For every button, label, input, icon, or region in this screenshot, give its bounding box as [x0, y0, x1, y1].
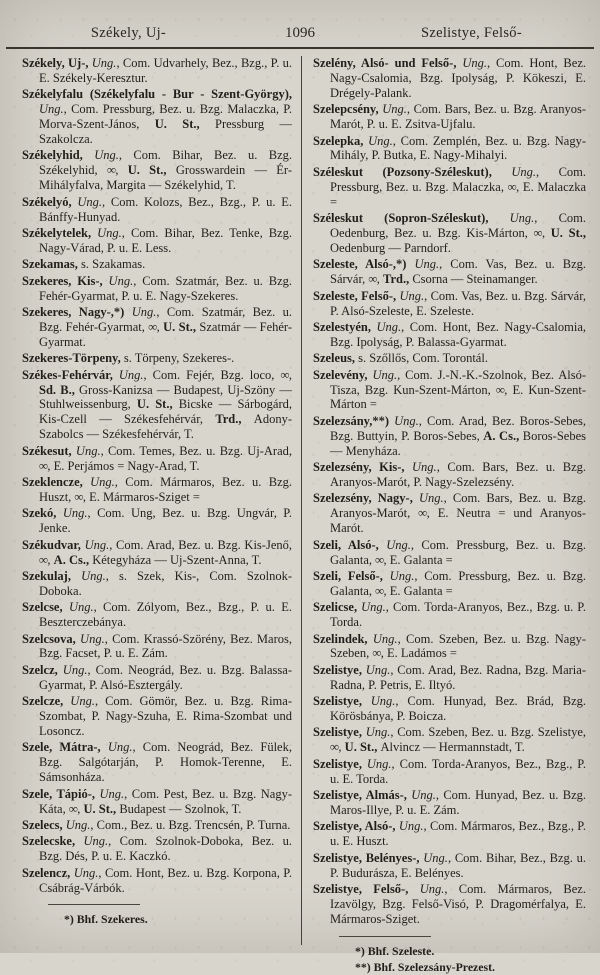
entry-text: , Com. Hont, Bez. Nagy-Csalomia, Bzg. Ipolyság, P. Balassa-Gyarmat. — [330, 319, 586, 349]
entry-text: , Com. Mármaros, Bez. u. Bzg. Huszt, — [39, 474, 292, 504]
entry-text: , Com. Pressburg, Bez. u. Bzg. Malaczka, P. Morva-Szent-János, — [39, 102, 292, 132]
entry-text: , Com. Mármaros, Bez., Bzg., P. u. E. Huszt. — [330, 819, 586, 849]
entry-text: Ung. — [376, 319, 402, 334]
entry-text: , Com. Pressburg, Bez. u. Bzg. Malaczka, — [330, 164, 586, 194]
entry-text: U. St., — [344, 740, 381, 755]
entry-headword: Szelezsény, Nagy-, — [313, 491, 419, 506]
entry-headword: Szelezsény, Kis-, — [313, 460, 413, 475]
entry-text: , Com. Udvarhely, Bez., Bzg., P. u. E. Székely-Keresztur. — [39, 56, 292, 85]
entry-text: , — [156, 319, 164, 334]
entry-text: , Com. J.-N.-K.-Szolnok, Bez. Alsó-Tisza, Bzg. Kun-Szent-Márton, — [330, 367, 586, 397]
entry-headword: Szelistye, — [313, 756, 367, 771]
entry-text: , Com. Bihar, Bez., Bzg. u. P. Budurásza, E. Belényes. — [330, 850, 586, 880]
gazetteer-entry — [313, 351, 586, 366]
entry-headword: Szele, Mátra-, — [22, 740, 108, 755]
gazetteer-entry — [22, 368, 292, 443]
gazetteer-entry — [313, 289, 586, 319]
gazetteer-entry — [22, 444, 292, 474]
entry-headword: Szekeres-Törpeny, — [22, 351, 124, 366]
entry-text: , Com. Szeben, Bez. u. Bzg. Nagy-Szeben, — [330, 631, 586, 661]
entry-text: , E. Galanta = — [383, 552, 453, 567]
entry-text: Ung. — [90, 474, 115, 489]
entry-text: , E. Ladámos = — [380, 646, 457, 661]
entry-text: Ung. — [62, 506, 88, 521]
gazetteer-entry — [313, 725, 586, 755]
gazetteer-entry — [313, 320, 586, 350]
entry-text: U. St., — [550, 225, 586, 240]
entry-text: Ung. — [91, 56, 117, 70]
entry-list-right — [313, 56, 586, 927]
posthorn-icon: ∞ — [418, 506, 427, 521]
entry-headword: Széleskut (Sopron-Széleskut), — [313, 211, 510, 226]
entry-text: , — [115, 163, 128, 178]
gazetteer-entry — [22, 694, 292, 739]
entry-text: Ung. — [368, 133, 393, 148]
entry-headword: Szelezsány,**) — [313, 413, 395, 428]
entry-headword: Szekeres, Kis-, — [22, 273, 109, 288]
entry-headword: Szekamas, — [22, 257, 82, 272]
gazetteer-entry — [22, 257, 292, 272]
entry-text: , Com. Bars, Bez. u. Bzg. Aranyos-Marót, P. Nagy-Szelezsény. — [330, 460, 587, 489]
entry-headword: Székudvar, — [22, 537, 85, 552]
entry-text: , E. Galanta = — [383, 583, 453, 598]
entry-text: , Com. Szatmár, Bez. u. Bzg. Fehér-Gyarmat, — [39, 305, 293, 334]
entry-text: Ung. — [131, 305, 157, 319]
entry-text: Ung. — [83, 834, 109, 849]
entry-headword: Szelcz, — [22, 662, 63, 677]
entry-text: , E. Perjámos = Nagy-Arad, T. — [47, 458, 200, 473]
gazetteer-entry — [22, 787, 292, 817]
entry-text: Ung. — [372, 367, 398, 382]
footnote: **) Bhf. Szelezsány-Prezest. — [355, 960, 495, 975]
entry-text: , — [47, 552, 54, 567]
entry-text: s. Szőllős, Com. Torontál. — [358, 351, 488, 366]
entry-headword: Szelencz, — [22, 865, 74, 880]
entry-text: , s. Szek, Kis-, Com. Szolnok-Doboka. — [39, 568, 293, 598]
entry-headword: Szelicse, — [313, 600, 362, 615]
entry-text: Ung. — [62, 662, 88, 677]
gazetteer-entry — [22, 866, 292, 896]
running-head-left: Székely, Uj- — [90, 25, 167, 41]
entry-text: , Com. Neográd, Bez. Fülek, Bzg. Salgótarján, P. Homok-Terenne, E. Sámsonháza. — [39, 740, 292, 785]
entry-text: U. St., — [163, 319, 200, 334]
entry-text: Ung. — [68, 600, 94, 615]
entry-headword: Szele, Tápió-, — [22, 786, 100, 801]
entry-text: Ung. — [365, 725, 391, 740]
entry-text: s. Szakamas. — [81, 257, 146, 272]
footnote-separator — [339, 936, 431, 937]
gazetteer-entry — [22, 56, 292, 86]
entry-headword: Szelecs, — [22, 817, 66, 832]
entry-text: Ung. — [108, 273, 134, 288]
gazetteer-entry — [22, 632, 292, 662]
footnote: *) Bhf. Szeleste. — [355, 943, 435, 958]
entry-text: Ung. — [462, 56, 488, 70]
gazetteer-entry — [22, 569, 292, 599]
entry-text: , Com. Kolozs, Bez., Bzg., P. u. E. Bánffy-Hunyad. — [39, 194, 292, 224]
entry-headword: Szelistye, — [313, 725, 366, 740]
entry-text: Ung. — [370, 694, 396, 709]
entry-text: Ung. — [509, 211, 535, 226]
gazetteer-entry — [22, 195, 292, 225]
entry-text: Trd., — [383, 272, 413, 287]
posthorn-icon: ∞ — [533, 225, 542, 240]
posthorn-icon: ∞ — [74, 489, 83, 504]
entry-text: Ung. — [389, 568, 415, 583]
entry-text: Ung. — [361, 600, 386, 615]
entry-text: Ung. — [77, 194, 103, 209]
entry-headword: Székes-Fehérvár, — [22, 367, 119, 382]
gazetteer-entry — [313, 368, 586, 413]
entry-headword: Szelistye, — [313, 662, 366, 677]
entry-text: , Com. Hunyad, Bez. Brád, Bzg. Körösbánya, P. Boicza. — [330, 694, 586, 724]
entry-headword: Szelény, Alsó- und Felső-, — [313, 56, 463, 70]
entry-text: Ung. — [419, 882, 445, 897]
entry-text: Ung. — [81, 568, 106, 583]
entry-text: Alvincz — Hermannstadt, T. — [380, 740, 525, 755]
entry-text: , Com. Mármaros, Bez. Izavölgy, Bzg. Felső-Visó, P. Dragomérfalya, E. Mármaros-Sziget. — [330, 882, 586, 926]
entry-headword: Szelistye, Felső-, — [313, 882, 420, 897]
gazetteer-entry — [22, 226, 292, 256]
column-left — [8, 56, 301, 945]
entry-text: , Com. Arad, Bez. Boros-Sebes, Bzg. Buttyin, P. Boros-Sebes, — [330, 413, 586, 443]
gazetteer-entry — [22, 351, 292, 366]
entry-headword: Szekó, — [22, 506, 63, 521]
entry-text: Ung. — [65, 817, 91, 832]
entry-list-left — [22, 56, 292, 895]
entry-text: Ung. — [39, 102, 64, 117]
entry-text: , Com. Szatmár, Bez. u. Bzg. Fehér-Gyarmat, P. u. E. Nagy-Szekeres. — [39, 273, 292, 303]
entry-text: Trd., — [215, 412, 254, 427]
gazetteer-entry — [313, 851, 586, 881]
entry-text: , Com. Ung, Bez. u. Bzg. Ungvár, P. Jenke. — [39, 506, 292, 536]
entry-text: U. St., — [154, 117, 216, 132]
entry-text: Ung. — [382, 102, 407, 117]
entry-text: , Com., Bez. u. Bzg. Trencsén, P. Turna. — [90, 817, 291, 832]
entry-text: Ung. — [411, 788, 436, 803]
entry-text: Oedenburg — Parndorf. — [330, 240, 451, 255]
entry-headword: Szelepcsény, — [313, 102, 383, 117]
entry-text: Ung. — [365, 662, 391, 677]
page-number: 1096 — [285, 25, 315, 41]
entry-headword: Szelcze, — [22, 694, 71, 709]
entry-text: Ung. — [386, 537, 411, 552]
entry-text: Adony-Szabolcs — Székesfehérvár, T. — [39, 412, 292, 442]
entry-headword: Székelyhid, — [22, 148, 95, 163]
entry-text: , E. Mármaros-Sziget = — [82, 489, 200, 504]
entry-text: Ung. — [399, 288, 425, 303]
gazetteer-entry — [313, 663, 586, 693]
entry-headword: Szekulaj, — [22, 568, 82, 583]
gazetteer-entry — [313, 600, 586, 630]
entry-text: Ung. — [70, 694, 95, 709]
gazetteer-entry — [22, 274, 292, 304]
entry-headword: Széleskut (Pozsony-Széleskut), — [313, 164, 512, 179]
gazetteer-entry — [22, 148, 292, 193]
entry-headword: Székelyfalu (Székelyfalu - Bur - Szent-György), — [22, 87, 292, 102]
entry-headword: Szelecske, — [22, 834, 84, 849]
entry-text: , Com. Bars, Bez. u. Bzg. Aranyos-Marót, P. u. E. Zsitva-Ujfalu. — [330, 102, 587, 132]
gazetteer-entry — [22, 740, 292, 785]
gazetteer-entry — [22, 834, 292, 864]
gazetteer-entry — [313, 134, 586, 164]
posthorn-icon: ∞ — [39, 552, 48, 567]
entry-headword: Szeleste, Felső-, — [313, 288, 400, 303]
entry-headword: Szelistye, Almás-, — [313, 788, 412, 803]
entry-headword: Székelytelek, — [22, 225, 98, 240]
entry-headword: Szelcse, — [22, 600, 69, 615]
entry-headword: Szelestyén, — [313, 319, 377, 334]
gazetteer-entry — [313, 165, 586, 210]
gazetteer-entry — [22, 506, 292, 536]
entry-text: , Com. Hont, Bez. u. Bzg. Korpona, P. Csábrág-Várbók. — [39, 865, 292, 895]
entry-text: Szatmár — Fehér-Gyarmat. — [39, 319, 292, 349]
entry-text: , Com. Bars, Bez. u. Bzg. Aranyos-Marót, — [330, 491, 586, 521]
footnote-separator — [48, 904, 140, 905]
gazetteer-entry — [22, 818, 292, 833]
entry-headword: Szeli, Alsó-, — [313, 537, 387, 552]
entry-text: U. St., — [136, 397, 179, 412]
entry-text: Csorna — Steinamanger. — [412, 272, 538, 287]
entry-headword: Székelyó, — [22, 194, 78, 209]
entry-text: Ung. — [372, 631, 398, 646]
gazetteer-entry — [313, 211, 586, 256]
posthorn-icon: ∞ — [507, 179, 517, 194]
column-right — [301, 56, 594, 975]
entry-text: Ung. — [366, 756, 392, 771]
entry-headword: Szeleus, — [313, 351, 359, 366]
entry-text: Ung. — [412, 460, 437, 475]
entry-text: , Com. Zólyom, Bez., Bzg., P. u. E. Beszterczebánya. — [39, 600, 292, 630]
text-columns — [0, 49, 600, 975]
entry-text: , E. Kun-Szent-Márton = — [330, 382, 587, 412]
footnote: *) Bhf. Szekeres. — [64, 912, 148, 927]
posthorn-icon: ∞ — [375, 552, 384, 567]
entry-headword: Szelevény, — [313, 367, 373, 382]
entry-text: Pressburg — Szakolcza. — [39, 117, 292, 147]
entry-text: , Com. Vas, Bez. u. Bzg. Sárvár, — [330, 257, 586, 287]
entry-text: , Com. Szolnok-Doboka, Bez. u. Bzg. Dés, P. u. E. Kaczkó. — [39, 834, 292, 864]
entry-text: , Com. Arad, Bez. Radna, Bzg. Maria-Radna, P. Petris, E. Iltyó. — [330, 662, 586, 692]
posthorn-icon: ∞ — [68, 801, 78, 816]
entry-text: , Com. Oedenburg, Bez. u. Bzg. Kis-Márton, — [330, 211, 587, 240]
entry-text: , Com. Temes, Bez. u. Bzg. Uj-Arad, — [100, 443, 292, 458]
entry-text: Ung. — [118, 367, 144, 382]
entry-text: , — [288, 367, 292, 382]
entry-text: , Com. Hunyad, Bez. u. Bzg. Maros-Illye, P. u. E. Zám. — [330, 788, 586, 817]
posthorn-icon: ∞ — [495, 382, 505, 397]
posthorn-icon: ∞ — [148, 319, 157, 334]
gazetteer-entry — [22, 538, 292, 568]
entry-text: Gross-Kanizsa — Budapest, Uj-Szöny — Stuhlweissenburg, — [39, 382, 292, 412]
entry-text: , — [541, 225, 551, 240]
posthorn-icon: ∞ — [330, 740, 339, 755]
entry-text: Ung. — [99, 786, 125, 801]
entry-text: , Com. Bihar, Bez. u. Bzg. Székelyhid, — [39, 148, 292, 178]
entry-headword: Szekeres, Nagy-,*) — [22, 305, 132, 319]
entry-text: Budapest — Szolnok, T. — [119, 801, 242, 816]
entry-text: Ung. — [423, 850, 448, 865]
entry-text: Ung. — [511, 164, 536, 179]
gazetteer-entry — [313, 757, 586, 787]
entry-text: , — [376, 272, 384, 287]
gazetteer-entry — [22, 305, 292, 350]
entry-headword: Szelistye, Alsó-, — [313, 819, 399, 834]
entry-text: , Com. Vas, Bez. u. Bzg. Sárvár, P. Alsó-Szeleste, E. Szeleste. — [330, 288, 586, 318]
gazetteer-entry — [313, 56, 586, 101]
gazetteer-entry — [22, 475, 292, 505]
entry-headword: Szeklencze, — [22, 474, 91, 489]
entry-text: Ung. — [394, 413, 419, 428]
entry-text: Ung. — [107, 740, 133, 755]
entry-headword: Székely, Uj-, — [22, 56, 92, 70]
entry-text: , Com. Pressburg, Bez. u. Bzg. Galanta, — [330, 568, 586, 598]
entry-text: A. Cs., — [53, 552, 93, 567]
posthorn-icon: ∞ — [368, 272, 377, 287]
entry-headword: Szelindek, — [313, 631, 373, 646]
gazetteer-entry — [313, 491, 586, 536]
entry-text: , — [338, 740, 345, 755]
entry-text: A. Cs., — [483, 428, 523, 443]
posthorn-icon: ∞ — [106, 163, 116, 178]
entry-headword: Szelistye, — [313, 694, 371, 709]
entry-text: , Com. Krassó-Szörény, Bez. Maros, Bzg. Facset, P. u. E. Zám. — [39, 631, 292, 661]
posthorn-icon: ∞ — [375, 583, 384, 598]
gazetteer-entry — [313, 882, 586, 927]
entry-headword: Szelepka, — [313, 133, 369, 148]
entry-text: , E. Malaczka = — [330, 179, 586, 209]
entry-text: Boros-Sebes — Menyháza. — [330, 428, 586, 458]
entry-text: Ung. — [73, 865, 99, 880]
entry-text: Ung. — [414, 257, 440, 272]
gazetteer-entry — [313, 414, 586, 459]
entry-text: , Com. Pressburg, Bez. u. Bzg. Galanta, — [330, 537, 586, 567]
entry-text: Kétegyháza — Uj-Szent-Anna, T. — [92, 552, 262, 567]
entry-text: Sd. B., — [39, 382, 80, 397]
posthorn-icon: ∞ — [39, 458, 48, 473]
entry-text: , Com. Pest, Bez. u. Bzg. Nagy-Káta, — [39, 786, 292, 816]
entry-text: U. St., — [83, 801, 120, 816]
entry-text: , Com. Hont, Bez. Nagy-Csalomia, Bzg. Ipolyság, P. Kökeszi, E. Drégely-Palank. — [330, 56, 586, 100]
entry-text: , Com. Szeben, Bez. u. Bzg. Szelistye, — [390, 725, 586, 740]
running-header — [0, 0, 600, 47]
entry-text: , Com. Fejér, Bzg. loco, — [143, 367, 281, 382]
entry-headword: Szeleste, Alsó-,*) — [313, 257, 415, 272]
entry-text: , Com. Gömör, Bez. u. Bzg. Rima-Szombat, P. Nagy-Szuha, E. Rima-Szombat und Losoncz. — [39, 694, 292, 738]
entry-text: , Com. Zemplén, Bez. u. Bzg. Nagy-Mihály, P. Butka, E. Nagy-Mihalyi. — [330, 133, 586, 163]
gazetteer-entry — [313, 460, 586, 490]
gazetteer-entry — [313, 538, 586, 568]
entry-text: Ung. — [84, 537, 110, 552]
entry-text: s. Törpeny, Szekeres-. — [123, 351, 235, 366]
gazetteer-entry — [313, 257, 586, 287]
entry-text: Ung. — [75, 443, 101, 458]
entry-text: , Com. Arad, Bez. u. Bzg. Kis-Jenő, — [109, 537, 292, 552]
gazetteer-entry — [313, 788, 586, 818]
entry-headword: Szelcsova, — [22, 631, 81, 646]
entry-text: , — [77, 801, 84, 816]
entry-text: , Com. Torda-Aranyos, Bez., Bzg., P. u. E. Torda. — [330, 756, 586, 786]
gazetteer-entry — [22, 600, 292, 630]
gazetteer-entry — [313, 819, 586, 849]
gazetteer-entry — [313, 632, 586, 662]
entry-text: Grosswardein — Ér-Mihályfalva, Margita — Székelyhid, T. — [39, 163, 293, 193]
entry-text: Ung. — [94, 148, 119, 163]
posthorn-icon: ∞ — [372, 646, 381, 661]
entry-text: , Com. Bihar, Bez. Tenke, Bzg. Nagy-Várad, P. u. E. Less. — [39, 225, 292, 255]
entry-headword: Szeli, Felső-, — [313, 568, 390, 583]
entry-headword: Szelistye, Belényes-, — [313, 850, 424, 865]
entry-text: U. St., — [127, 163, 176, 178]
entry-text: Ung. — [97, 225, 122, 240]
gazetteer-entry — [313, 102, 586, 132]
entry-text: Bicske — Sárbogárd, Kis-Czell — Székesfehérvár, — [39, 397, 292, 427]
posthorn-icon: ∞ — [280, 367, 289, 382]
running-head-right: Szelistye, Felső- — [421, 25, 522, 41]
entry-text: Ung. — [80, 631, 105, 646]
gazetteer-entry — [22, 663, 292, 693]
gazetteer-entry — [22, 87, 292, 147]
entry-text: Ung. — [418, 491, 444, 506]
entry-text: Ung. — [398, 819, 424, 834]
gazetteer-entry — [313, 694, 586, 724]
entry-text: , E. Neutra = und Aranyos-Marót. — [330, 506, 586, 536]
entry-headword: Székesut, — [22, 443, 76, 458]
entry-text: , Com. Neográd, Bez. u. Bzg. Balassa-Gyarmat, P. Alsó-Esztergály. — [39, 662, 292, 692]
entry-text: , Com. Torda-Aranyos, Bez., Bzg. u. P. Torda. — [330, 600, 586, 630]
gazetteer-entry — [313, 569, 586, 599]
